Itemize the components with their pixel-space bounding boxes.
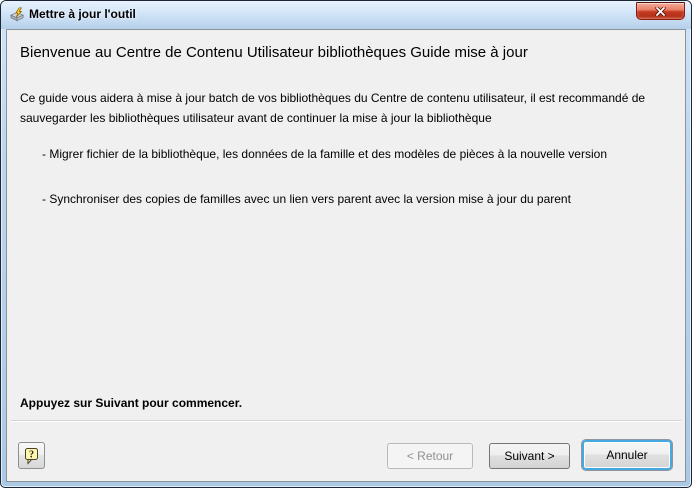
help-icon [23,447,40,465]
next-button[interactable]: Suivant > [489,443,570,469]
window-title: Mettre à jour l'outil [29,7,136,21]
bullet-migrate: - Migrer fichier de la bibliothèque, les données de la famille et des modèles de pièces à la nouvelle version [42,147,607,161]
intro-line-2: sauvegarder les bibliothèques utilisateur avant de continuer la mise à jour la bibliothèque [20,111,492,125]
svg-text:?: ? [29,449,34,460]
bullet-synchronize: - Synchroniser des copies de familles avec un lien vers parent avec la version mise à jour du parent [42,192,571,206]
intro-line-1: Ce guide vous aidera à mise à jour batch de vos bibliothèques du Centre de contenu utilisateur, il est recommandé de [20,91,646,105]
help-button[interactable] [18,442,45,469]
cancel-button[interactable]: Annuler [582,440,672,470]
titlebar[interactable] [1,1,691,29]
page-title: Bienvenue au Centre de Contenu Utilisateur bibliothèques Guide mise à jour [20,44,528,61]
close-button[interactable] [636,2,685,20]
intro-text [20,88,645,128]
update-tool-icon [9,7,25,23]
footer-separator [11,420,681,422]
dialog-body [6,29,686,482]
next-step-hint: Appuyez sur Suivant pour commencer. [20,396,243,410]
close-icon [655,7,666,16]
back-button[interactable]: < Retour [387,443,473,469]
